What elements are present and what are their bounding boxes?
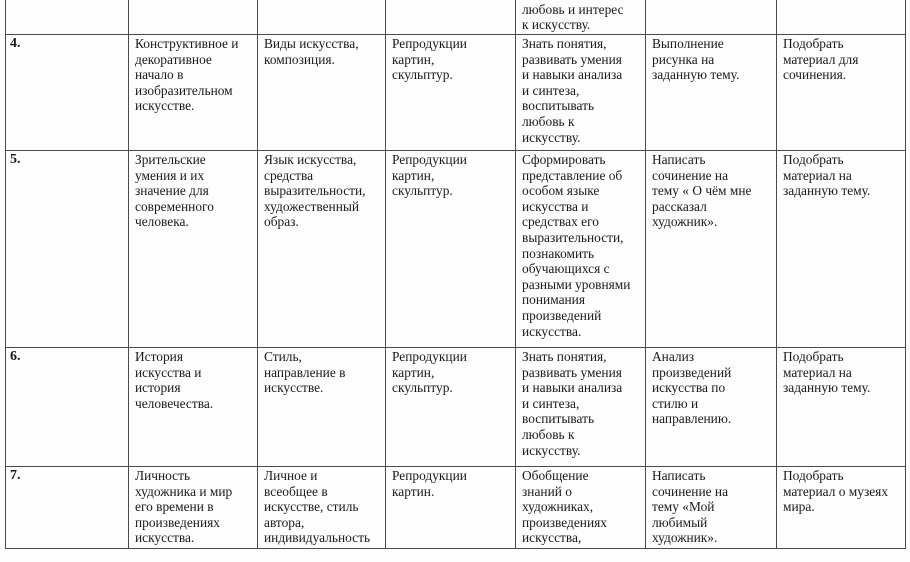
cell-homework xyxy=(777,151,906,348)
materials-text: Репродукции картин, скульптур. xyxy=(392,349,467,396)
homework-text: Подобрать материал для сочинения. xyxy=(783,36,859,83)
cell-materials xyxy=(386,467,516,549)
concepts-text: Стиль, направление в искусстве. xyxy=(264,349,346,396)
cell-materials xyxy=(386,35,516,151)
table-row xyxy=(6,35,906,151)
cell-goal xyxy=(516,348,646,467)
cell-homework xyxy=(777,348,906,467)
cell-materials xyxy=(386,0,516,35)
cell-concepts xyxy=(258,348,386,467)
cell-num xyxy=(6,0,129,35)
cell-concepts xyxy=(258,151,386,348)
row-number: 7. xyxy=(10,468,21,483)
cell-homework xyxy=(777,0,906,35)
lesson-plan-table xyxy=(5,0,906,549)
topic-text: Зрительские умения и их значение для современного человека. xyxy=(135,152,214,230)
cell-activity xyxy=(646,151,777,348)
topic-text: Личность художника и мир его времени в произведениях искусства. xyxy=(135,468,233,546)
cell-topic xyxy=(129,467,258,549)
concepts-text: Язык искусства, средства выразительности, художественный образ. xyxy=(264,152,366,230)
cell-num xyxy=(6,35,129,151)
activity-text: Выполнение рисунка на заданную тему. xyxy=(652,36,740,83)
cell-homework xyxy=(777,467,906,549)
cell-activity xyxy=(646,35,777,151)
homework-text: Подобрать материал о музеях мира. xyxy=(783,468,889,515)
goal-text: Обобщение знаний о художниках, произведениях искусства, xyxy=(522,468,607,546)
table-row xyxy=(6,348,906,467)
cell-num xyxy=(6,151,129,348)
table-row xyxy=(6,151,906,348)
row-number: 6. xyxy=(10,349,21,364)
materials-text: Репродукции картин, скульптур. xyxy=(392,36,467,83)
cell-topic xyxy=(129,35,258,151)
cell-topic xyxy=(129,151,258,348)
topic-text: История искусства и история человечества. xyxy=(135,349,214,411)
activity-text: Анализ произведений искусства по стилю и направлению. xyxy=(652,349,732,427)
cell-concepts xyxy=(258,467,386,549)
goal-text: Сформировать представление об особом языке искусства и средствах его выразительности, познакомить обучающихся с разными уровнями понимания произведений искусства. xyxy=(522,152,631,339)
table-row xyxy=(6,467,906,549)
homework-text: Подобрать материал на заданную тему. xyxy=(783,349,871,396)
activity-text: Написать сочинение на тему « О чём мне рассказал художник». xyxy=(652,152,752,230)
cell-topic xyxy=(129,348,258,467)
cell-num xyxy=(6,348,129,467)
row-number: 5. xyxy=(10,152,21,167)
materials-text: Репродукции картин. xyxy=(392,468,467,499)
cell-topic xyxy=(129,0,258,35)
row-number: 4. xyxy=(10,36,21,51)
cell-concepts xyxy=(258,0,386,35)
goal-text: любовь и интерес к искусству. xyxy=(522,2,624,32)
goal-text: Знать понятия, развивать умения и навыки анализа и синтеза, воспитывать любовь к искусству. xyxy=(522,349,623,458)
cell-activity xyxy=(646,348,777,467)
cell-concepts xyxy=(258,35,386,151)
concepts-text: Личное и всеобщее в искусстве, стиль автора, индивидуальность xyxy=(264,468,371,546)
cell-homework xyxy=(777,35,906,151)
cell-goal xyxy=(516,151,646,348)
cell-activity xyxy=(646,0,777,35)
homework-text: Подобрать материал на заданную тему. xyxy=(783,152,871,199)
cell-activity xyxy=(646,467,777,549)
cell-materials xyxy=(386,151,516,348)
concepts-text: Виды искусства, композиция. xyxy=(264,36,359,67)
materials-text: Репродукции картин, скульптур. xyxy=(392,152,467,199)
goal-text: Знать понятия, развивать умения и навыки анализа и синтеза, воспитывать любовь к искусству. xyxy=(522,36,623,145)
cell-num xyxy=(6,467,129,549)
cell-goal xyxy=(516,0,646,35)
topic-text: Конструктивное и декоративное начало в изобразительном искусстве. xyxy=(135,36,239,114)
table-row-continued xyxy=(6,0,906,35)
activity-text: Написать сочинение на тему «Мой любимый художник». xyxy=(652,468,729,546)
cell-materials xyxy=(386,348,516,467)
cell-goal xyxy=(516,467,646,549)
cell-goal xyxy=(516,35,646,151)
